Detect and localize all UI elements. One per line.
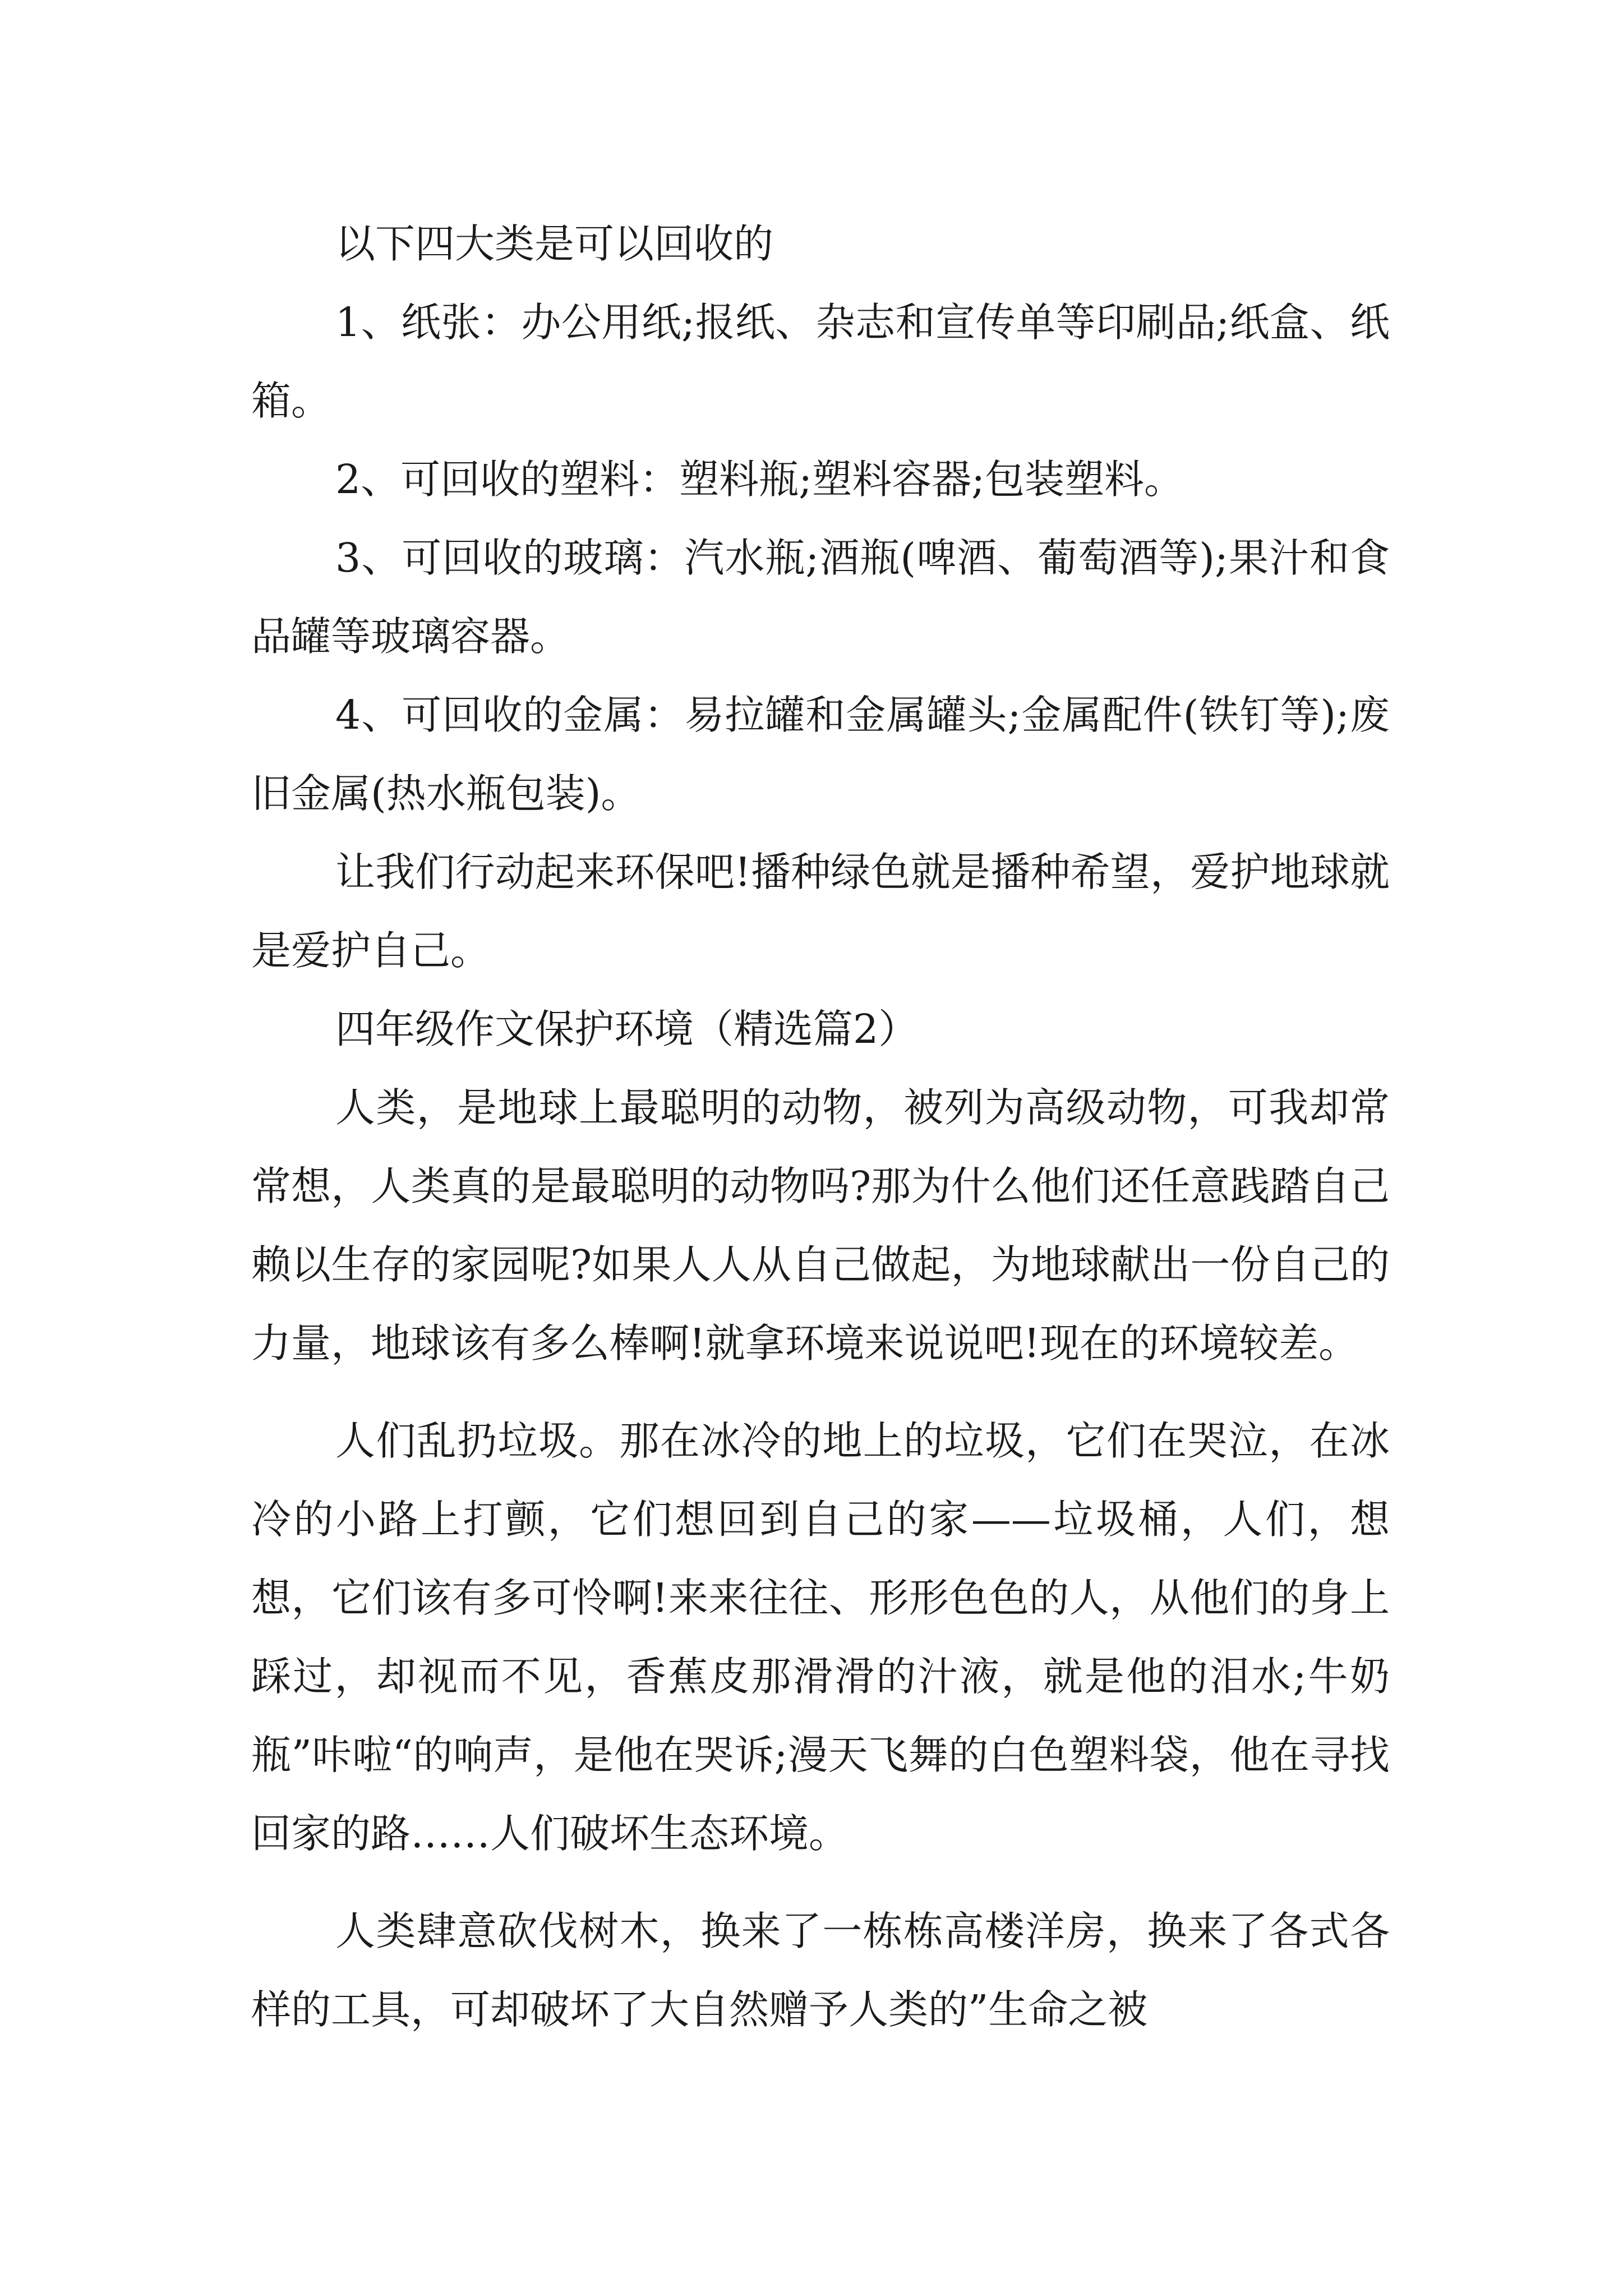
paragraph-plastic: 2、可回收的塑料：塑料瓶;塑料容器;包装塑料。	[335, 456, 1184, 503]
paragraph-paper: 1、纸张：办公用纸;报纸、杂志和宣传单等印刷品;纸盒、纸箱。	[251, 299, 1390, 424]
paragraph-recyclable-intro: 以下四大类是可以回收的	[335, 220, 774, 267]
document-body	[251, 205, 1390, 2049]
paragraph-deforestation: 人类肆意砍伐树木，换来了一栋栋高楼洋房，换来了各式各样的工具，可却破坏了大自然赠予人类的”生命之被	[251, 1908, 1390, 2033]
paragraph-metal: 4、可回收的金属：易拉罐和金属罐头;金属配件(铁钉等);废旧金属(热水瓶包装)。	[251, 692, 1390, 817]
section-heading: 四年级作文保护环境（精选篇2）	[335, 1006, 919, 1052]
paragraph-glass: 3、可回收的玻璃：汽水瓶;酒瓶(啤酒、葡萄酒等);果汁和食品罐等玻璃容器。	[251, 535, 1390, 660]
paragraph-humans: 人类，是地球上最聪明的动物，被列为高级动物，可我却常常想，人类真的是最聪明的动物吗?那为什么他们还任意践踏自己赖以生存的家园呢?如果人人从自己做起，为地球献出一份自己的力量，地球该有多么棒啊!就拿环境来说说吧!现在的环境较差。	[251, 1084, 1390, 1366]
paragraph-litter: 人们乱扔垃圾。那在冰冷的地上的垃圾，它们在哭泣，在冰冷的小路上打颤，它们想回到自己的家——垃圾桶，人们，想想，它们该有多可怜啊!来来往往、形形色色的人，从他们的身上踩过，却视而不见，香蕉皮那滑滑的汁液，就是他的泪水;牛奶瓶”咔啦“的响声，是他在哭诉;漫天飞舞的白色塑料袋，他在寻找回家的路……人们破坏生态环境。	[251, 1418, 1390, 1857]
paragraph-call-to-action: 让我们行动起来环保吧!播种绿色就是播种希望，爱护地球就是爱护自己。	[251, 849, 1390, 974]
